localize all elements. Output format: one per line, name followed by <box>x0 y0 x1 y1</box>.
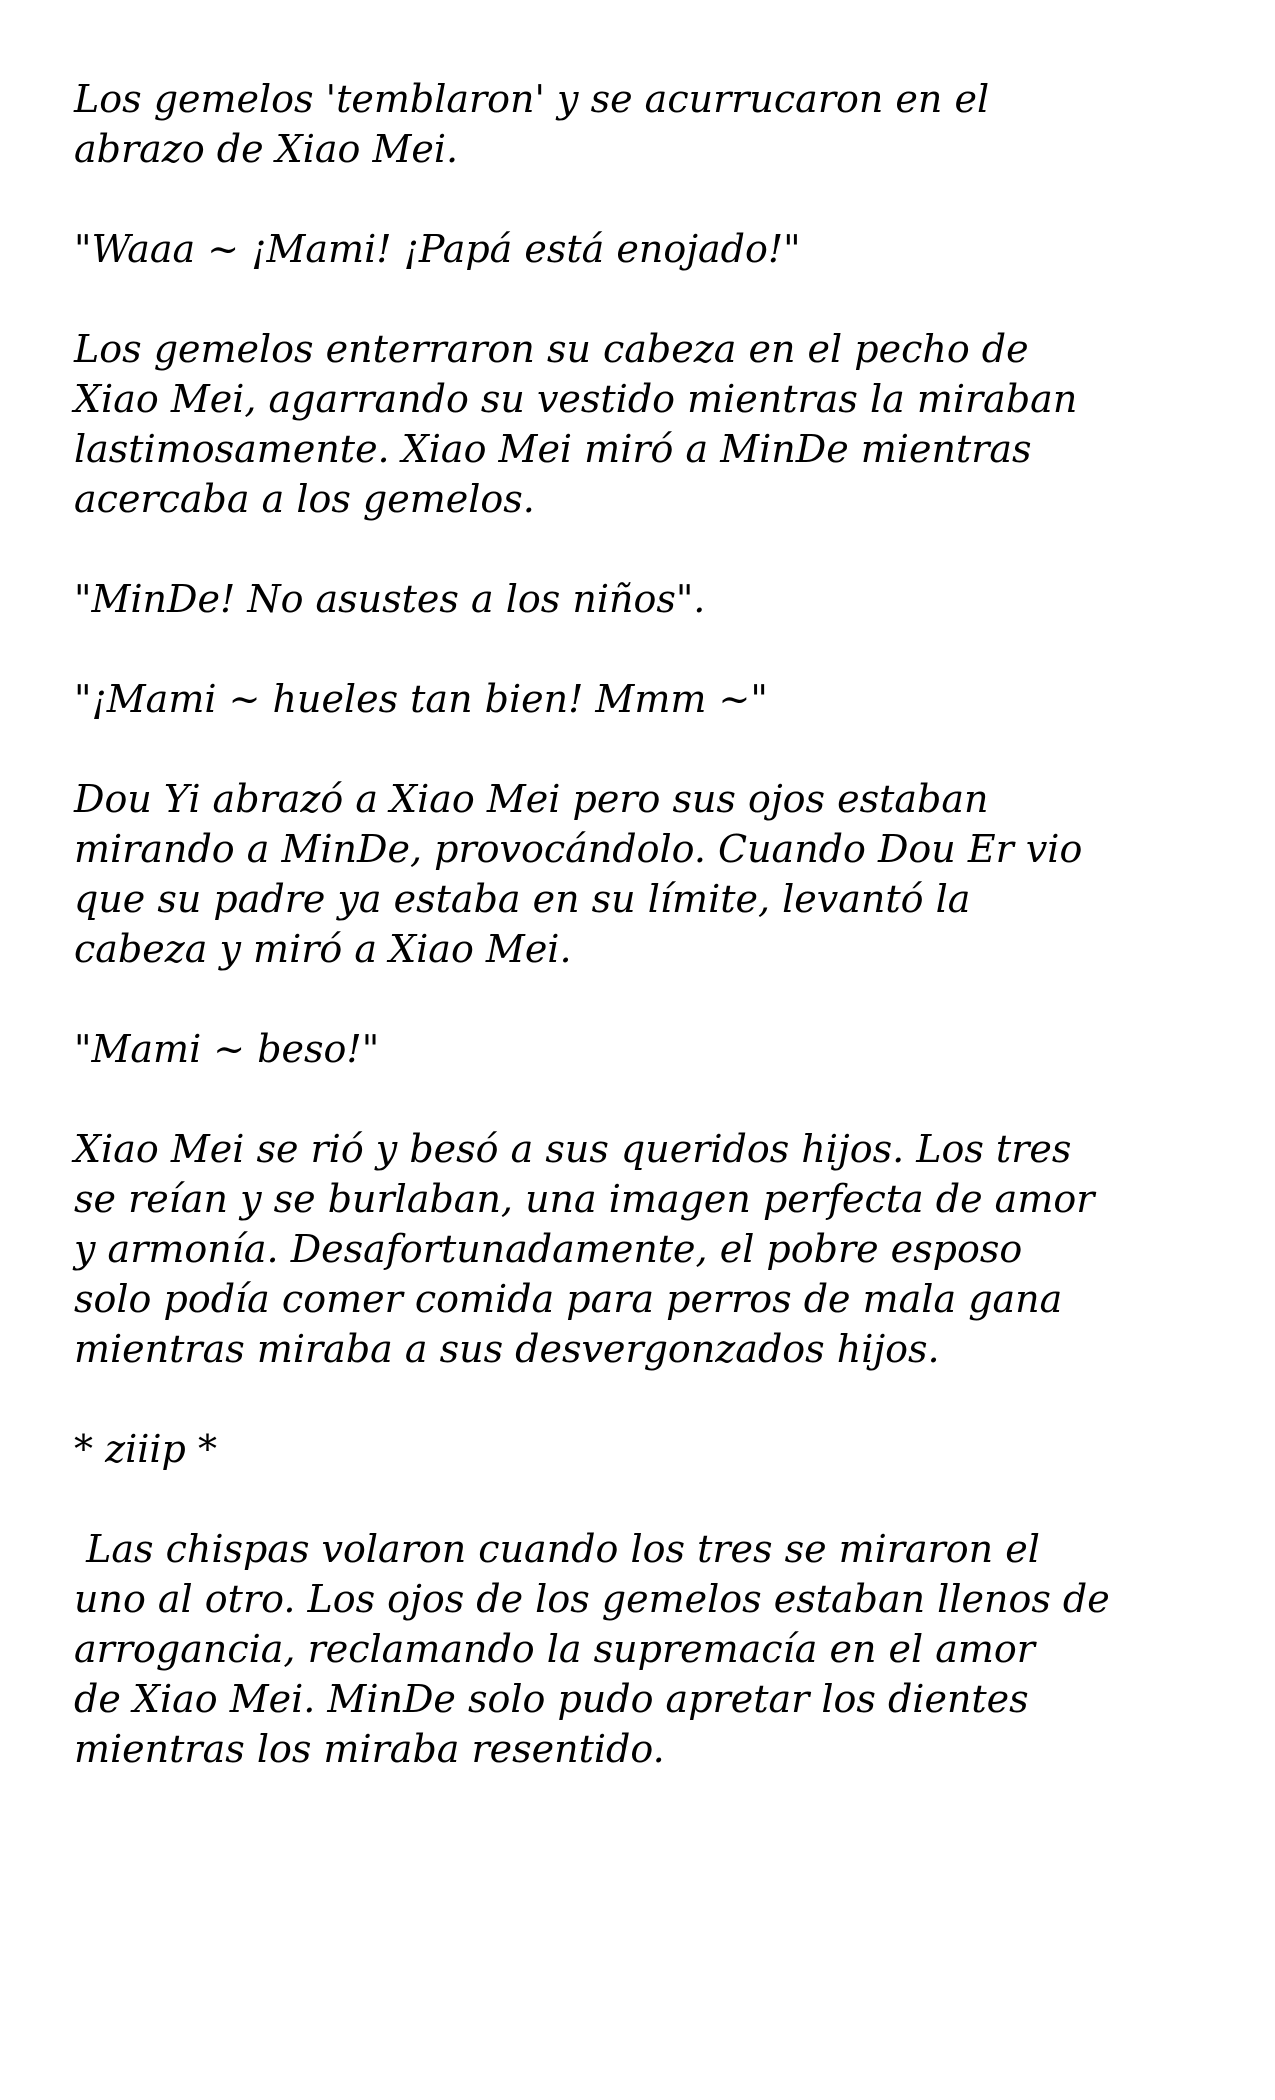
paragraph-7: "Mami ~ beso!" <box>74 1027 380 1071</box>
paragraph-gap <box>74 174 1215 224</box>
paragraph-8: Xiao Mei se rió y besó a sus queridos hijos. Los tres se reían y se burlaban, una imagen perfecta de amor y armonía. Desafortunadamente, el pobre esposo solo podía comer comida para perros de mala gana mientras miraba a sus desvergonzados hijos. <box>74 1127 1095 1371</box>
paragraph-6: Dou Yi abrazó a Xiao Mei pero sus ojos estaban mirando a MinDe, provocándolo. Cuando Dou Er vio que su padre ya estaba en su límite, levantó la cabeza y miró a Xiao Mei. <box>74 777 1083 971</box>
paragraph-1: Los gemelos 'temblaron' y se acurrucaron en el abrazo de Xiao Mei. <box>74 77 990 171</box>
paragraph-gap <box>74 524 1215 574</box>
paragraph-10: Las chispas volaron cuando los tres se miraron el uno al otro. Los ojos de los gemelos estaban llenos de arrogancia, reclamando la supremacía en el amor de Xiao Mei. MinDe solo pudo apretar los dientes mientras los miraba resentido. <box>74 1527 1110 1771</box>
paragraph-gap <box>74 1374 1215 1424</box>
paragraph-5: "¡Mami ~ hueles tan bien! Mmm ~" <box>74 677 768 721</box>
paragraph-gap <box>74 624 1215 674</box>
paragraph-gap <box>74 724 1215 774</box>
paragraph-2: "Waaa ~ ¡Mami! ¡Papá está enojado!" <box>74 227 801 271</box>
paragraph-gap <box>74 974 1215 1024</box>
paragraph-3: Los gemelos enterraron su cabeza en el pecho de Xiao Mei, agarrando su vestido mientras la miraban lastimosamente. Xiao Mei miró a MinDe mientras acercaba a los gemelos. <box>74 327 1078 521</box>
paragraph-4: "MinDe! No asustes a los niños". <box>74 577 706 621</box>
paragraph-gap <box>74 1074 1215 1124</box>
paragraph-gap <box>74 274 1215 324</box>
paragraph-9: * ziiip * <box>74 1427 217 1471</box>
paragraph-gap <box>74 1474 1215 1524</box>
